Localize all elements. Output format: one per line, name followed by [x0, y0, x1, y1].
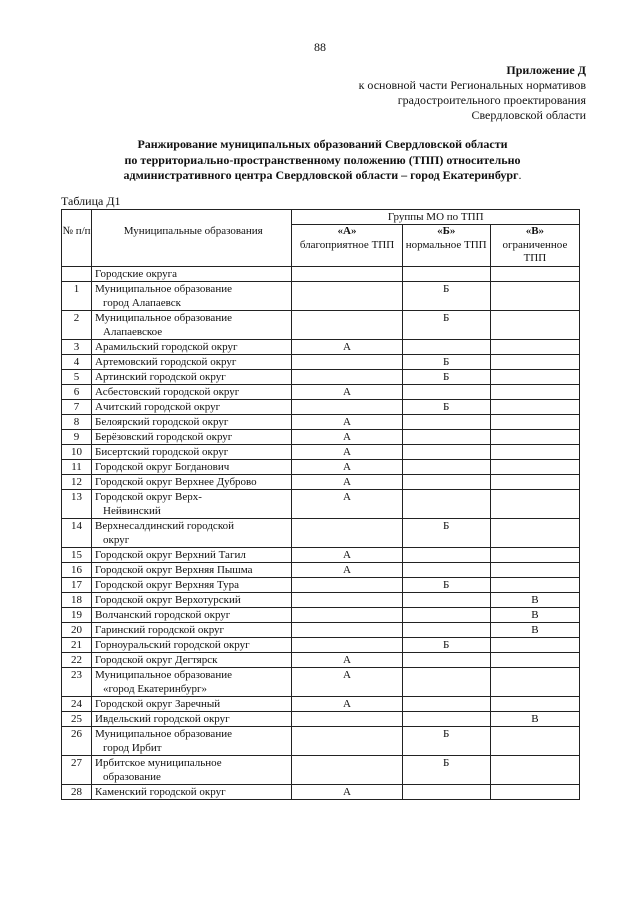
table-row — [62, 474, 580, 489]
row-group-b — [402, 474, 490, 489]
row-group-a — [292, 622, 402, 637]
row-group-b — [402, 652, 490, 667]
row-group-v — [490, 562, 579, 577]
row-group-a: А — [292, 652, 402, 667]
table-row — [62, 444, 580, 459]
row-group-a — [292, 310, 402, 339]
row-group-b — [402, 444, 490, 459]
header-municipality: Муниципальные образования — [92, 210, 292, 267]
municipality-name: Верхнесалдинский городской — [95, 519, 234, 532]
row-group-b — [402, 667, 490, 696]
row-group-b — [402, 562, 490, 577]
table-row — [62, 577, 580, 592]
row-group-b — [402, 547, 490, 562]
table-row — [62, 281, 580, 310]
row-group-b: Б — [402, 399, 490, 414]
table-row — [62, 310, 580, 339]
row-group-b: Б — [402, 637, 490, 652]
row-group-v — [490, 667, 579, 696]
row-municipality — [92, 489, 292, 518]
row-number: 27 — [62, 755, 92, 784]
row-group-v: В — [490, 592, 579, 607]
row-municipality — [92, 429, 292, 444]
row-group-b — [402, 711, 490, 726]
row-municipality — [92, 444, 292, 459]
row-group-a: А — [292, 444, 402, 459]
municipality-name-cont: Нейвинский — [103, 504, 161, 517]
row-group-v: В — [490, 622, 579, 637]
table-row — [62, 518, 580, 547]
row-group-b — [402, 784, 490, 799]
row-group-v — [490, 444, 579, 459]
municipality-name: Городской округ Верх- — [95, 490, 202, 503]
municipality-name: Муниципальное образование — [95, 282, 232, 295]
row-municipality — [92, 547, 292, 562]
row-group-b: Б — [402, 354, 490, 369]
row-group-b — [402, 696, 490, 711]
header-group-a: «А» благоприятное ТПП — [292, 225, 402, 267]
table-row — [62, 667, 580, 696]
municipality-name: Городской округ Заречный — [95, 697, 221, 710]
row-number: 5 — [62, 369, 92, 384]
row-municipality — [92, 784, 292, 799]
row-number: 1 — [62, 281, 92, 310]
row-municipality — [92, 474, 292, 489]
row-group-b: Б — [402, 310, 490, 339]
table-row — [62, 547, 580, 562]
municipality-name: Муниципальное образование — [95, 668, 232, 681]
table-row — [62, 369, 580, 384]
row-number: 13 — [62, 489, 92, 518]
table-row — [62, 459, 580, 474]
municipality-name: Каменский городской округ — [95, 785, 226, 798]
document-title — [60, 137, 585, 184]
row-municipality — [92, 384, 292, 399]
row-group-a — [292, 281, 402, 310]
table-row — [62, 384, 580, 399]
row-municipality — [92, 369, 292, 384]
row-group-a: А — [292, 339, 402, 354]
row-group-a — [292, 637, 402, 652]
table-row — [62, 562, 580, 577]
row-group-b — [402, 592, 490, 607]
row-group-v: В — [490, 607, 579, 622]
table-row — [62, 414, 580, 429]
appendix-line: к основной части Региональных нормативов — [358, 78, 586, 92]
row-group-b: Б — [402, 726, 490, 755]
municipality-name-cont: город Алапаевск — [103, 296, 181, 309]
row-group-a: А — [292, 414, 402, 429]
row-group-b: Б — [402, 577, 490, 592]
table-row — [62, 726, 580, 755]
municipality-name: Асбестовский городской округ — [95, 385, 240, 398]
row-municipality — [92, 755, 292, 784]
section-row — [62, 266, 580, 281]
row-group-v — [490, 474, 579, 489]
municipality-name: Волчанский городской округ — [95, 608, 231, 621]
row-group-v — [490, 726, 579, 755]
municipality-name-cont: округ — [103, 533, 130, 546]
row-municipality — [92, 310, 292, 339]
row-group-a — [292, 755, 402, 784]
row-municipality — [92, 518, 292, 547]
table-row — [62, 784, 580, 799]
row-municipality — [92, 726, 292, 755]
row-number: 28 — [62, 784, 92, 799]
row-number: 21 — [62, 637, 92, 652]
municipality-name: Городской округ Верхняя Тура — [95, 578, 240, 591]
row-number: 4 — [62, 354, 92, 369]
municipality-name-cont: «город Екатеринбург» — [103, 682, 207, 695]
row-group-a: А — [292, 474, 402, 489]
row-municipality — [92, 577, 292, 592]
row-group-b — [402, 622, 490, 637]
row-group-a: А — [292, 459, 402, 474]
row-group-a: А — [292, 562, 402, 577]
row-municipality — [92, 667, 292, 696]
table-row — [62, 607, 580, 622]
row-group-a: А — [292, 667, 402, 696]
title-line: Ранжирование муниципальных образований Свердловской области — [137, 137, 508, 151]
municipality-name: Ивдельский городской округ — [95, 712, 230, 725]
table-row — [62, 399, 580, 414]
header-groups: Группы МО по ТПП — [292, 210, 580, 225]
row-number: 6 — [62, 384, 92, 399]
row-group-v — [490, 637, 579, 652]
row-municipality — [92, 622, 292, 637]
table-row — [62, 592, 580, 607]
row-group-v — [490, 459, 579, 474]
row-group-b: Б — [402, 369, 490, 384]
row-group-a: А — [292, 489, 402, 518]
row-group-v — [490, 652, 579, 667]
row-group-b — [402, 459, 490, 474]
row-number: 22 — [62, 652, 92, 667]
row-municipality — [92, 414, 292, 429]
table-row — [62, 637, 580, 652]
row-group-a: А — [292, 696, 402, 711]
header-number: № п/п — [62, 210, 92, 267]
municipality-name: Артемовский городской округ — [95, 355, 237, 368]
table-row — [62, 354, 580, 369]
table-label: Таблица Д1 — [61, 194, 121, 208]
row-municipality — [92, 652, 292, 667]
municipality-name: Гаринский городской округ — [95, 623, 225, 636]
municipality-name: Городской округ Богданович — [95, 460, 230, 473]
row-number: 7 — [62, 399, 92, 414]
header-group-b: «Б» нормальное ТПП — [402, 225, 490, 267]
row-group-b: Б — [402, 755, 490, 784]
table-row — [62, 711, 580, 726]
row-group-b — [402, 384, 490, 399]
row-group-b: Б — [402, 281, 490, 310]
row-number: 12 — [62, 474, 92, 489]
row-municipality — [92, 562, 292, 577]
municipality-name-cont: Алапаевское — [103, 325, 163, 338]
title-line: по территориально-пространственному положению (ТПП) относительно — [124, 152, 521, 167]
row-group-a — [292, 577, 402, 592]
row-number: 19 — [62, 607, 92, 622]
row-group-b — [402, 607, 490, 622]
row-number: 23 — [62, 667, 92, 696]
municipality-name: Городской округ Верхний Тагил — [95, 548, 246, 561]
row-group-v — [490, 518, 579, 547]
row-group-a — [292, 399, 402, 414]
title-line: административного центра Свердловской области – город Екатеринбург. — [123, 168, 522, 182]
municipality-name-cont: образование — [103, 770, 161, 783]
row-group-a — [292, 518, 402, 547]
municipality-name: Берёзовский городской округ — [95, 430, 233, 443]
row-number: 16 — [62, 562, 92, 577]
row-group-v — [490, 384, 579, 399]
municipality-name: Ачитский городской округ — [95, 400, 221, 413]
row-municipality — [92, 607, 292, 622]
municipality-name: Белоярский городской округ — [95, 415, 229, 428]
row-group-b — [402, 339, 490, 354]
row-group-a — [292, 726, 402, 755]
row-group-v — [490, 399, 579, 414]
appendix-block — [359, 63, 586, 123]
municipality-name: Горноуральский городской округ — [95, 638, 250, 651]
row-number: 25 — [62, 711, 92, 726]
table-row — [62, 622, 580, 637]
row-group-v — [490, 339, 579, 354]
table-row — [62, 489, 580, 518]
appendix-heading: Приложение Д — [506, 63, 586, 77]
row-group-b — [402, 414, 490, 429]
row-municipality — [92, 399, 292, 414]
row-group-v — [490, 489, 579, 518]
row-group-b — [402, 429, 490, 444]
municipality-name: Городской округ Верхотурский — [95, 593, 241, 606]
municipality-name: Арамильский городской округ — [95, 340, 238, 353]
row-group-v — [490, 577, 579, 592]
appendix-line: градостроительного проектирования — [397, 93, 586, 107]
row-group-v: В — [490, 711, 579, 726]
section-label: Городские округа — [92, 266, 292, 281]
table-row — [62, 429, 580, 444]
row-number: 10 — [62, 444, 92, 459]
row-group-a — [292, 711, 402, 726]
row-municipality — [92, 637, 292, 652]
row-group-v — [490, 310, 579, 339]
row-number: 20 — [62, 622, 92, 637]
row-group-v — [490, 429, 579, 444]
row-group-a — [292, 354, 402, 369]
page-number: 88 — [314, 40, 326, 54]
row-municipality — [92, 354, 292, 369]
row-number: 11 — [62, 459, 92, 474]
row-number: 9 — [62, 429, 92, 444]
municipality-name: Городской округ Верхняя Пышма — [95, 563, 253, 576]
row-municipality — [92, 711, 292, 726]
row-group-v — [490, 281, 579, 310]
row-group-v — [490, 696, 579, 711]
municipality-name: Муниципальное образование — [95, 311, 232, 324]
row-number: 8 — [62, 414, 92, 429]
row-municipality — [92, 281, 292, 310]
municipality-name: Муниципальное образование — [95, 727, 232, 740]
row-number: 15 — [62, 547, 92, 562]
row-number: 17 — [62, 577, 92, 592]
row-group-a — [292, 607, 402, 622]
row-municipality — [92, 459, 292, 474]
row-group-v — [490, 784, 579, 799]
row-municipality — [92, 696, 292, 711]
table-row — [62, 339, 580, 354]
row-number: 3 — [62, 339, 92, 354]
row-group-a — [292, 592, 402, 607]
row-municipality — [92, 592, 292, 607]
table-row — [62, 696, 580, 711]
row-number: 14 — [62, 518, 92, 547]
table-row — [62, 755, 580, 784]
municipality-name: Городской округ Верхнее Дуброво — [95, 475, 257, 488]
row-group-v — [490, 369, 579, 384]
row-group-a: А — [292, 547, 402, 562]
row-group-v — [490, 354, 579, 369]
header-group-v: «В» ограниченное ТПП — [490, 225, 579, 267]
row-group-a: А — [292, 784, 402, 799]
ranking-table — [61, 209, 580, 800]
municipality-name-cont: город Ирбит — [103, 741, 162, 754]
row-group-v — [490, 755, 579, 784]
row-group-v — [490, 414, 579, 429]
municipality-name: Ирбитское муниципальное — [95, 756, 222, 769]
row-group-b: Б — [402, 518, 490, 547]
row-number: 18 — [62, 592, 92, 607]
row-group-b — [402, 489, 490, 518]
row-group-a: А — [292, 429, 402, 444]
table-row — [62, 652, 580, 667]
municipality-name: Бисертский городской округ — [95, 445, 229, 458]
municipality-name: Артинский городской округ — [95, 370, 226, 383]
row-municipality — [92, 339, 292, 354]
municipality-name: Городской округ Дегтярск — [95, 653, 218, 666]
row-number: 24 — [62, 696, 92, 711]
row-number: 26 — [62, 726, 92, 755]
row-group-v — [490, 547, 579, 562]
row-group-a: А — [292, 384, 402, 399]
row-number: 2 — [62, 310, 92, 339]
appendix-line: Свердловской области — [471, 108, 586, 122]
row-group-a — [292, 369, 402, 384]
